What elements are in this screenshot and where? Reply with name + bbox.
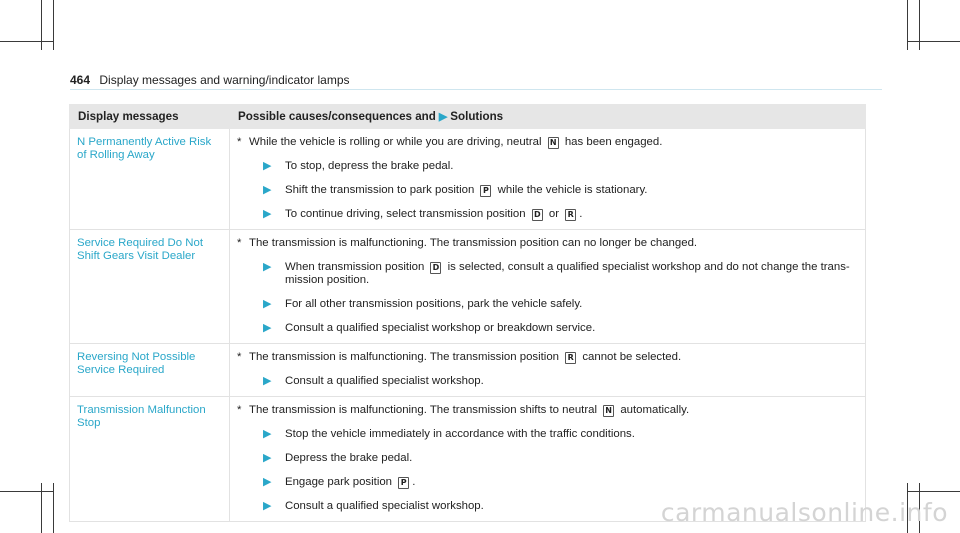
- text-segment: automatically.: [617, 404, 690, 416]
- crop-mark: [907, 0, 908, 50]
- table-row: [70, 129, 866, 230]
- solution-step: [263, 452, 858, 465]
- cause-body: [249, 136, 662, 149]
- solution-text: [285, 322, 858, 335]
- column-header-solutions-label: Solutions: [450, 110, 504, 123]
- text-segment: .: [579, 208, 583, 220]
- column-header-causes-label: Possible causes/consequences and: [238, 110, 436, 123]
- gear-n-icon: N: [603, 405, 614, 417]
- solution-step: [263, 375, 858, 388]
- text-segment: while the vehicle is stationary.: [494, 184, 648, 196]
- table-row: [70, 344, 866, 397]
- header-divider: [70, 89, 882, 90]
- solution-text: [285, 452, 858, 465]
- crop-mark: [907, 41, 960, 42]
- table-header-row: [70, 105, 866, 129]
- text-segment: While the vehicle is rolling or while you are driving, neutral: [249, 136, 545, 148]
- solution-step: [263, 298, 858, 311]
- play-arrow-icon: ▶: [263, 476, 272, 488]
- solution-step: [263, 160, 858, 173]
- text-segment: Consult a qualified specialist workshop.: [285, 500, 484, 512]
- text-segment: Consult a qualified specialist workshop or breakdown service.: [285, 322, 596, 334]
- text-segment: Consult a qualified specialist workshop.: [285, 375, 484, 387]
- play-arrow-icon: ▶: [263, 298, 272, 310]
- gear-p-icon: P: [398, 477, 409, 489]
- play-arrow-icon: ▶: [438, 111, 448, 123]
- solution-step: [263, 428, 858, 441]
- solution-text: [285, 298, 858, 311]
- text-segment: For all other transmission positions, park the vehicle safely.: [285, 298, 583, 310]
- crop-mark: [907, 491, 960, 492]
- text-segment: To stop, depress the brake pedal.: [285, 160, 454, 172]
- table-row: [70, 230, 866, 344]
- causes-solutions-cell: [230, 230, 866, 344]
- solution-text: [285, 184, 858, 197]
- play-arrow-icon: ▶: [263, 375, 272, 387]
- solution-text: [285, 476, 858, 489]
- text-segment: cannot be selected.: [579, 351, 682, 363]
- display-message: Reversing Not Possible Service Required: [70, 344, 230, 397]
- column-header-causes: [230, 105, 866, 129]
- gear-d-icon: D: [532, 209, 543, 221]
- gear-p-icon: P: [480, 185, 491, 197]
- solution-step: [263, 208, 858, 221]
- crop-mark: [53, 0, 54, 50]
- solution-step: [263, 476, 858, 489]
- text-segment: is selected, consult a qualified specialist workshop and do not change the trans-mission position.: [285, 261, 850, 286]
- text-segment: Depress the brake pedal.: [285, 452, 413, 464]
- cause-body: [249, 404, 689, 417]
- cause-text: [237, 237, 858, 250]
- play-arrow-icon: ▶: [263, 208, 272, 220]
- play-arrow-icon: ▶: [263, 184, 272, 196]
- solution-step: [263, 184, 858, 197]
- asterisk-marker: *: [237, 136, 242, 148]
- cause-text: [237, 404, 858, 417]
- play-arrow-icon: ▶: [263, 500, 272, 512]
- text-segment: To continue driving, select transmission position: [285, 208, 529, 220]
- text-segment: The transmission is malfunctioning. The transmission shifts to neutral: [249, 404, 601, 416]
- cause-body: [249, 237, 697, 250]
- watermark: carmanualsonline.info: [660, 498, 948, 527]
- causes-solutions-cell: [230, 344, 866, 397]
- crop-mark: [41, 0, 42, 50]
- gear-r-icon: R: [565, 209, 576, 221]
- asterisk-marker: *: [237, 404, 242, 416]
- crop-mark: [53, 483, 54, 533]
- display-message: Service Required Do Not Shift Gears Visit Dealer: [70, 230, 230, 344]
- solution-text: [285, 428, 858, 441]
- solution-step: [263, 322, 858, 335]
- play-arrow-icon: ▶: [263, 261, 272, 273]
- play-arrow-icon: ▶: [263, 452, 272, 464]
- gear-n-icon: N: [548, 137, 559, 149]
- display-messages-table: [69, 104, 866, 522]
- text-segment: When transmission position: [285, 261, 428, 273]
- asterisk-marker: *: [237, 237, 242, 249]
- cause-text: [237, 351, 858, 364]
- display-message: Transmission Malfunction Stop: [70, 397, 230, 522]
- gear-r-icon: R: [565, 352, 576, 364]
- text-segment: has been engaged.: [561, 136, 663, 148]
- solution-text: [285, 375, 858, 388]
- text-segment: The transmission is malfunctioning. The transmission position can no longer be changed.: [249, 237, 698, 249]
- crop-mark: [0, 491, 53, 492]
- text-segment: or: [545, 208, 563, 220]
- solution-text: [285, 160, 858, 173]
- text-segment: Engage park position: [285, 476, 396, 488]
- crop-mark: [0, 41, 53, 42]
- cause-text: [237, 136, 858, 149]
- solution-text: [285, 208, 858, 221]
- display-message: N Permanently Active Risk of Rolling Away: [70, 129, 230, 230]
- solution-text: [285, 261, 858, 287]
- column-header-messages: Display messages: [70, 105, 230, 129]
- crop-mark: [919, 0, 920, 50]
- cause-body: [249, 351, 681, 364]
- play-arrow-icon: ▶: [263, 428, 272, 440]
- text-segment: The transmission is malfunctioning. The transmission position: [249, 351, 563, 363]
- asterisk-marker: *: [237, 351, 242, 363]
- play-arrow-icon: ▶: [263, 160, 272, 172]
- page-section-title: Display messages and warning/indicator lamps: [99, 73, 350, 87]
- text-segment: .: [412, 476, 416, 488]
- page-number: 464: [70, 73, 91, 87]
- text-segment: Stop the vehicle immediately in accordance with the traffic conditions.: [285, 428, 635, 440]
- page-header: [70, 73, 350, 87]
- causes-solutions-cell: [230, 129, 866, 230]
- gear-d-icon: D: [430, 262, 441, 274]
- solution-step: [263, 261, 858, 287]
- text-segment: Shift the transmission to park position: [285, 184, 478, 196]
- play-arrow-icon: ▶: [263, 322, 272, 334]
